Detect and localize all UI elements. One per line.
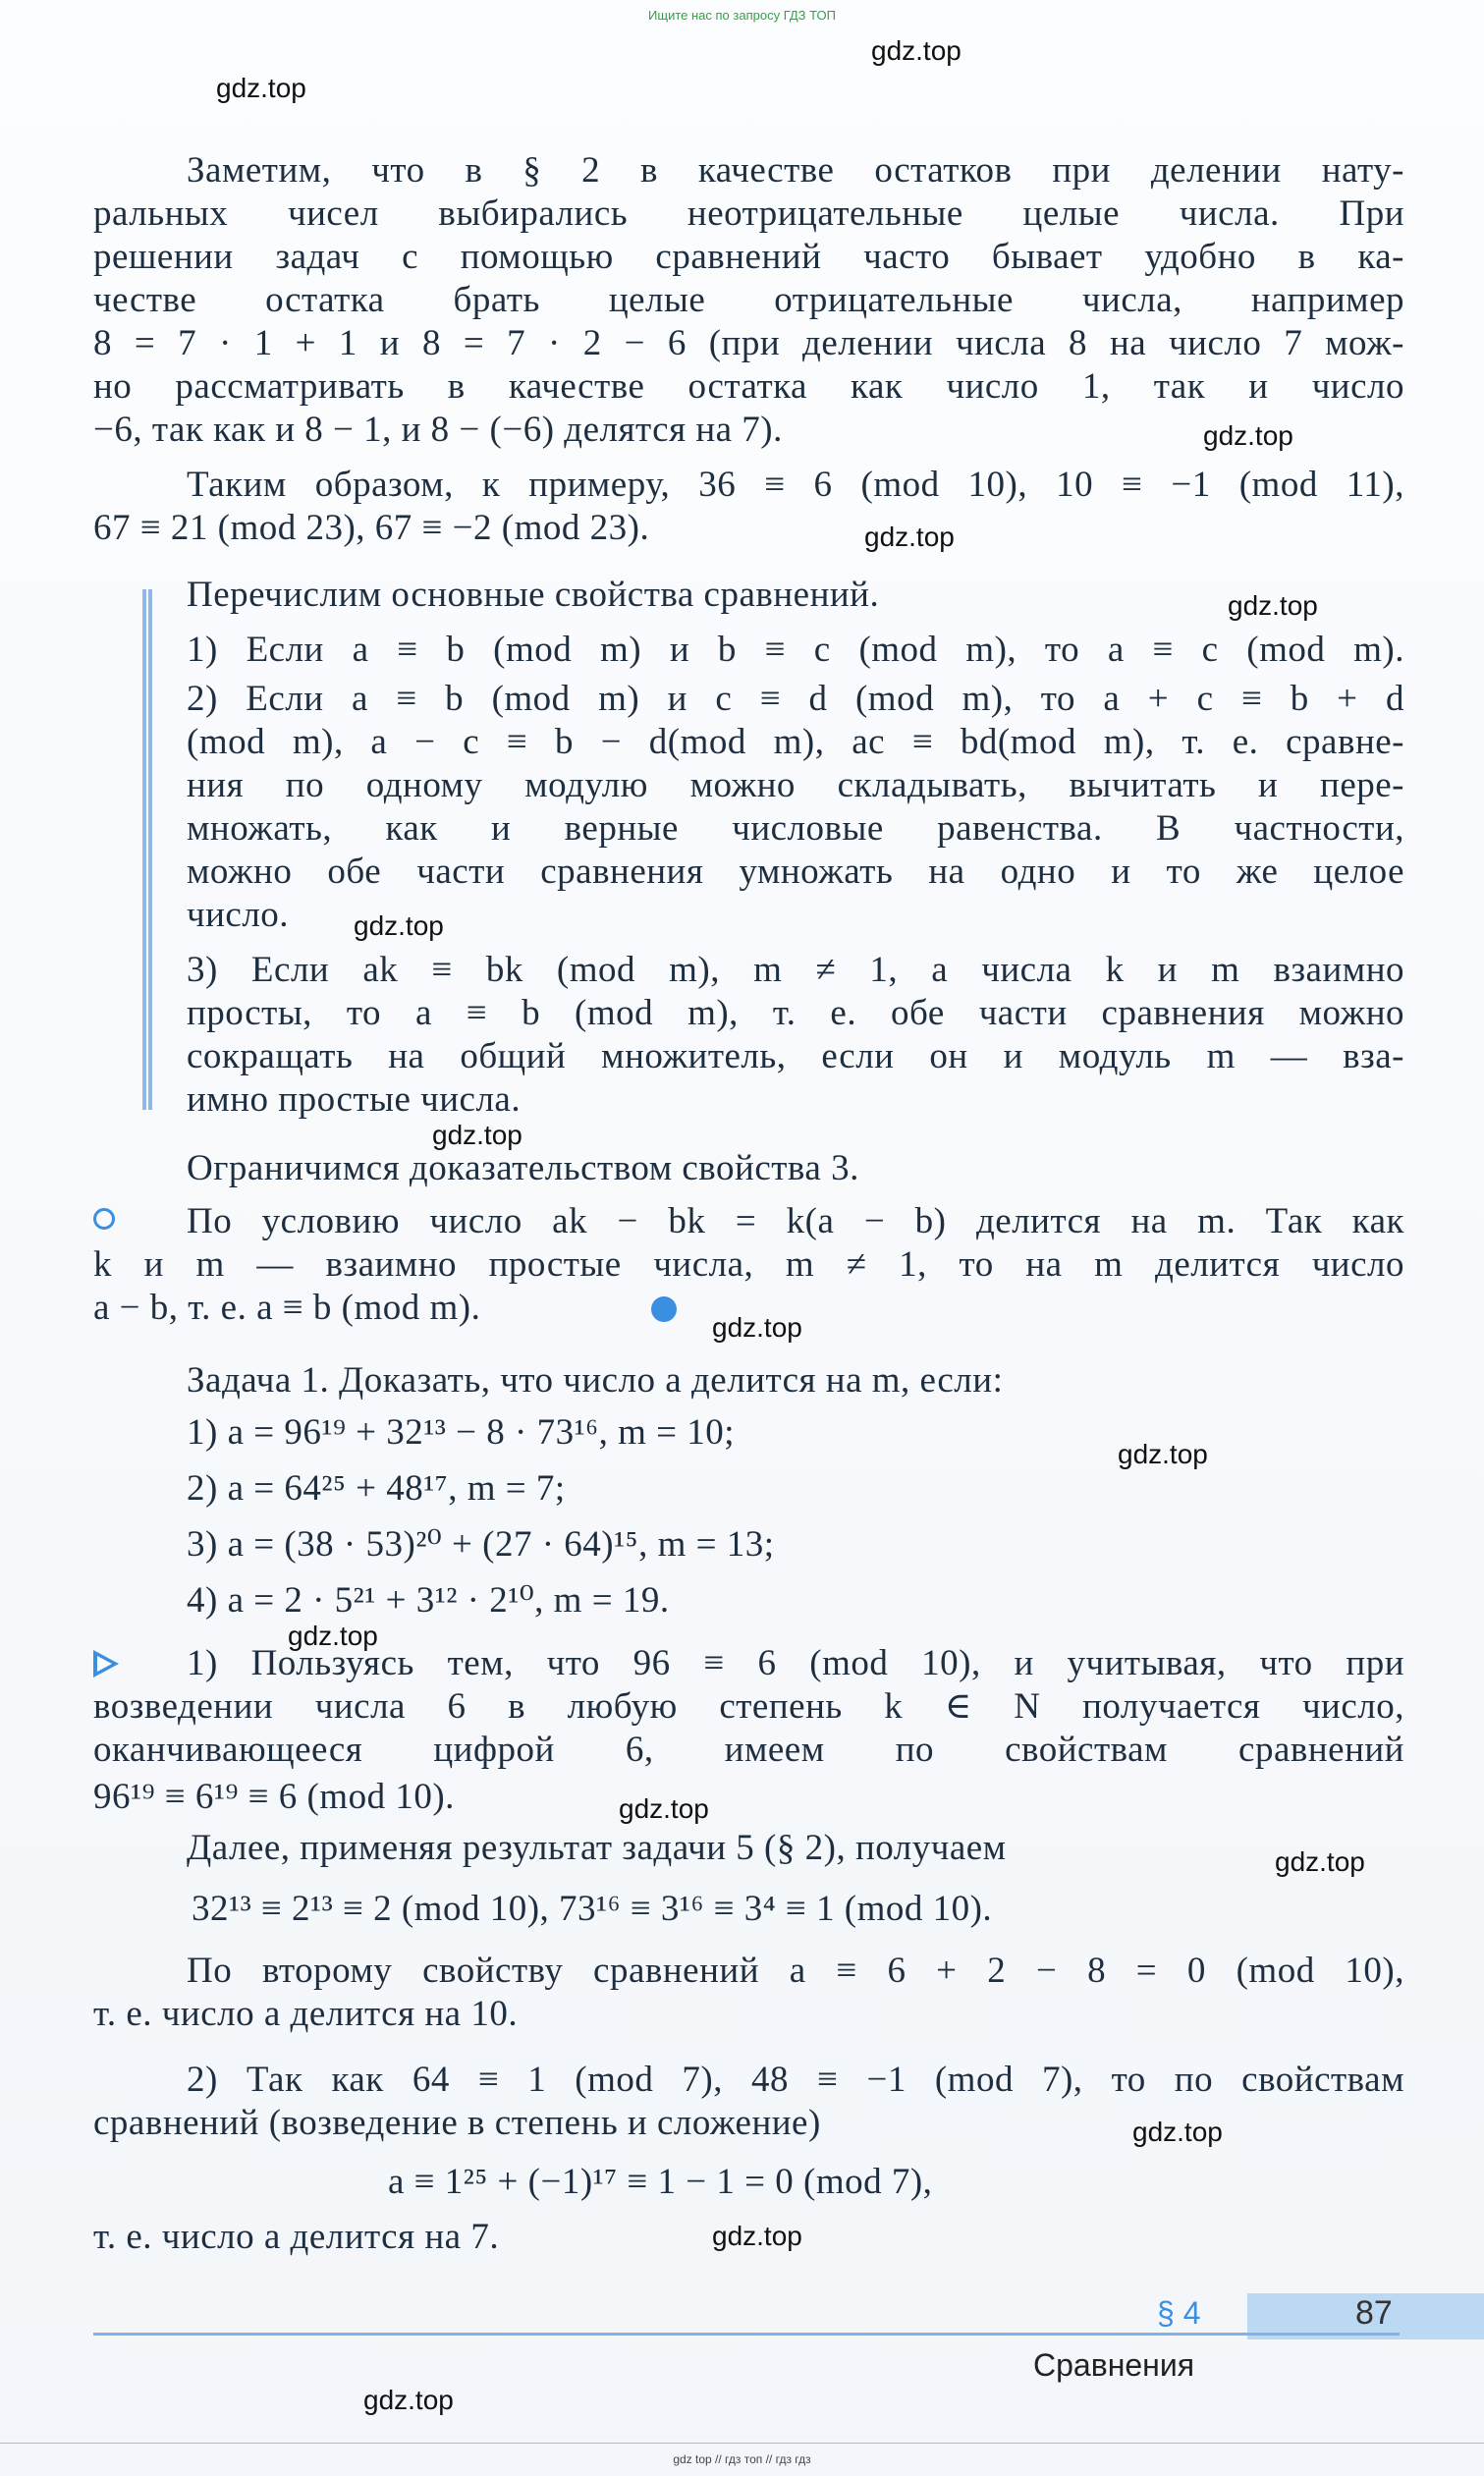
text-line: множать, как и верные числовые равенства. В частности, bbox=[187, 808, 1404, 849]
property-3: 3) Если ak ≡ bk (mod m), m ≠ 1, а числа k и m взаимно bbox=[187, 950, 1404, 990]
chapter-title: Сравнения bbox=[1033, 2347, 1195, 2383]
text-line: Заметим, что в § 2 в качестве остатков при делении нату- bbox=[187, 150, 1404, 191]
solution-start-icon bbox=[93, 1650, 119, 1678]
task-item: 3) a = (38 · 53)²⁰ + (27 · 64)¹⁵, m = 13; bbox=[187, 1524, 775, 1565]
proof-start-icon bbox=[93, 1208, 115, 1230]
text-line: честве остатка брать целые отрицательные числа, например bbox=[93, 280, 1404, 320]
watermark: gdz.top bbox=[864, 522, 955, 552]
watermark: gdz.top bbox=[619, 1793, 709, 1824]
watermark: gdz.top bbox=[216, 73, 306, 103]
task-item: 1) a = 96¹⁹ + 32¹³ − 8 · 73¹⁶, m = 10; bbox=[187, 1412, 736, 1453]
text-line: решении задач с помощью сравнений часто бывает удобно в ка- bbox=[93, 237, 1404, 277]
text-line: 8 = 7 · 1 + 1 и 8 = 7 · 2 − 6 (при делении числа 8 на число 7 мож- bbox=[93, 323, 1404, 363]
solution-line: 1) Пользуясь тем, что 96 ≡ 6 (mod 10), и учитывая, что при bbox=[187, 1643, 1404, 1683]
watermark: gdz.top bbox=[432, 1120, 522, 1150]
solution-line: 96¹⁹ ≡ 6¹⁹ ≡ 6 (mod 10). bbox=[93, 1777, 455, 1817]
text-line: сокращать на общий множитель, если он и модуль m — вза- bbox=[187, 1036, 1404, 1076]
task-item: 2) a = 64²⁵ + 48¹⁷, m = 7; bbox=[187, 1468, 566, 1509]
watermark: gdz.top bbox=[1203, 420, 1293, 451]
solution-line: По второму свойству сравнений a ≡ 6 + 2 − 8 = 0 (mod 10), bbox=[187, 1951, 1404, 1991]
text-line: число. bbox=[187, 895, 290, 935]
text-line: 67 ≡ 21 (mod 23), 67 ≡ −2 (mod 23). bbox=[93, 508, 650, 548]
proof-line: k и m — взаимно простые числа, m ≠ 1, то на m делится число bbox=[93, 1244, 1404, 1285]
property-1: 1) Если a ≡ b (mod m) и b ≡ c (mod m), то a ≡ c (mod m). bbox=[187, 630, 1404, 670]
solution-line: сравнений (возведение в степень и сложение) bbox=[93, 2103, 821, 2143]
properties-heading: Перечислим основные свойства сравнений. bbox=[187, 575, 880, 615]
top-banner: Ищите нас по запросу ГДЗ ТОП bbox=[648, 8, 836, 23]
solution-line: т. е. число a делится на 7. bbox=[93, 2217, 500, 2257]
properties-sidebar-bar bbox=[142, 589, 152, 1110]
watermark: gdz.top bbox=[354, 910, 444, 941]
watermark: gdz.top bbox=[712, 1312, 802, 1343]
text-line: можно обе части сравнения умножать на одно и то же целое bbox=[187, 852, 1404, 892]
watermark: gdz.top bbox=[1275, 1846, 1365, 1877]
footer-section: § 4 bbox=[1157, 2295, 1201, 2331]
footer-rule bbox=[93, 2333, 1400, 2336]
text-line: Таким образом, к примеру, 36 ≡ 6 (mod 10), 10 ≡ −1 (mod 11), bbox=[187, 465, 1404, 505]
task-heading: Задача 1. Доказать, что число a делится на m, если: bbox=[187, 1360, 1004, 1401]
property-2: 2) Если a ≡ b (mod m) и c ≡ d (mod m), то a + c ≡ b + d bbox=[187, 679, 1404, 719]
solution-line: оканчивающееся цифрой 6, имеем по свойствам сравнений bbox=[93, 1730, 1404, 1770]
bottom-banner: gdz top // гдз топ // гдз гдз bbox=[673, 2452, 811, 2466]
watermark: gdz.top bbox=[288, 1621, 378, 1651]
solution-line: возведении числа 6 в любую степень k ∈ N получается число, bbox=[93, 1686, 1404, 1727]
proof-line: По условию число ak − bk = k(a − b) делится на m. Так как bbox=[187, 1201, 1404, 1241]
bottom-divider bbox=[0, 2443, 1484, 2444]
solution-formula: 32¹³ ≡ 2¹³ ≡ 2 (mod 10), 73¹⁶ ≡ 3¹⁶ ≡ 3⁴ ≡ 1 (mod 10). bbox=[192, 1889, 993, 1929]
page-number: 87 bbox=[1355, 2294, 1393, 2332]
watermark: gdz.top bbox=[871, 35, 962, 66]
task-item: 4) a = 2 · 5²¹ + 3¹² · 2¹⁰, m = 19. bbox=[187, 1580, 670, 1621]
proof-line: a − b, т. е. a ≡ b (mod m). bbox=[93, 1288, 481, 1328]
text-line: −6, так как и 8 − 1, и 8 − (−6) делятся на 7). bbox=[93, 410, 783, 450]
text-line: имно простые числа. bbox=[187, 1079, 522, 1120]
watermark: gdz.top bbox=[363, 2385, 454, 2415]
solution-formula: a ≡ 1²⁵ + (−1)¹⁷ ≡ 1 − 1 = 0 (mod 7), bbox=[388, 2162, 933, 2202]
solution-line: Далее, применяя результат задачи 5 (§ 2), получаем bbox=[187, 1828, 1007, 1868]
solution-line: 2) Так как 64 ≡ 1 (mod 7), 48 ≡ −1 (mod 7), то по свойствам bbox=[187, 2060, 1404, 2100]
text-line: (mod m), a − c ≡ b − d(mod m), ac ≡ bd(mod m), т. е. сравне- bbox=[187, 722, 1404, 762]
watermark: gdz.top bbox=[1228, 590, 1318, 621]
text-line: ральных чисел выбирались неотрицательные целые числа. При bbox=[93, 193, 1404, 234]
text-line: Ограничимся доказательством свойства 3. bbox=[187, 1148, 859, 1188]
proof-end-icon bbox=[651, 1296, 677, 1322]
watermark: gdz.top bbox=[712, 2221, 802, 2251]
watermark: gdz.top bbox=[1118, 1439, 1208, 1469]
watermark: gdz.top bbox=[1132, 2117, 1223, 2147]
text-line: просты, то a ≡ b (mod m), т. е. обе части сравнения можно bbox=[187, 993, 1404, 1033]
solution-line: т. е. число a делится на 10. bbox=[93, 1994, 519, 2034]
text-line: ния по одному модулю можно складывать, вычитать и пере- bbox=[187, 765, 1404, 805]
text-line: но рассматривать в качестве остатка как число 1, так и число bbox=[93, 366, 1404, 407]
